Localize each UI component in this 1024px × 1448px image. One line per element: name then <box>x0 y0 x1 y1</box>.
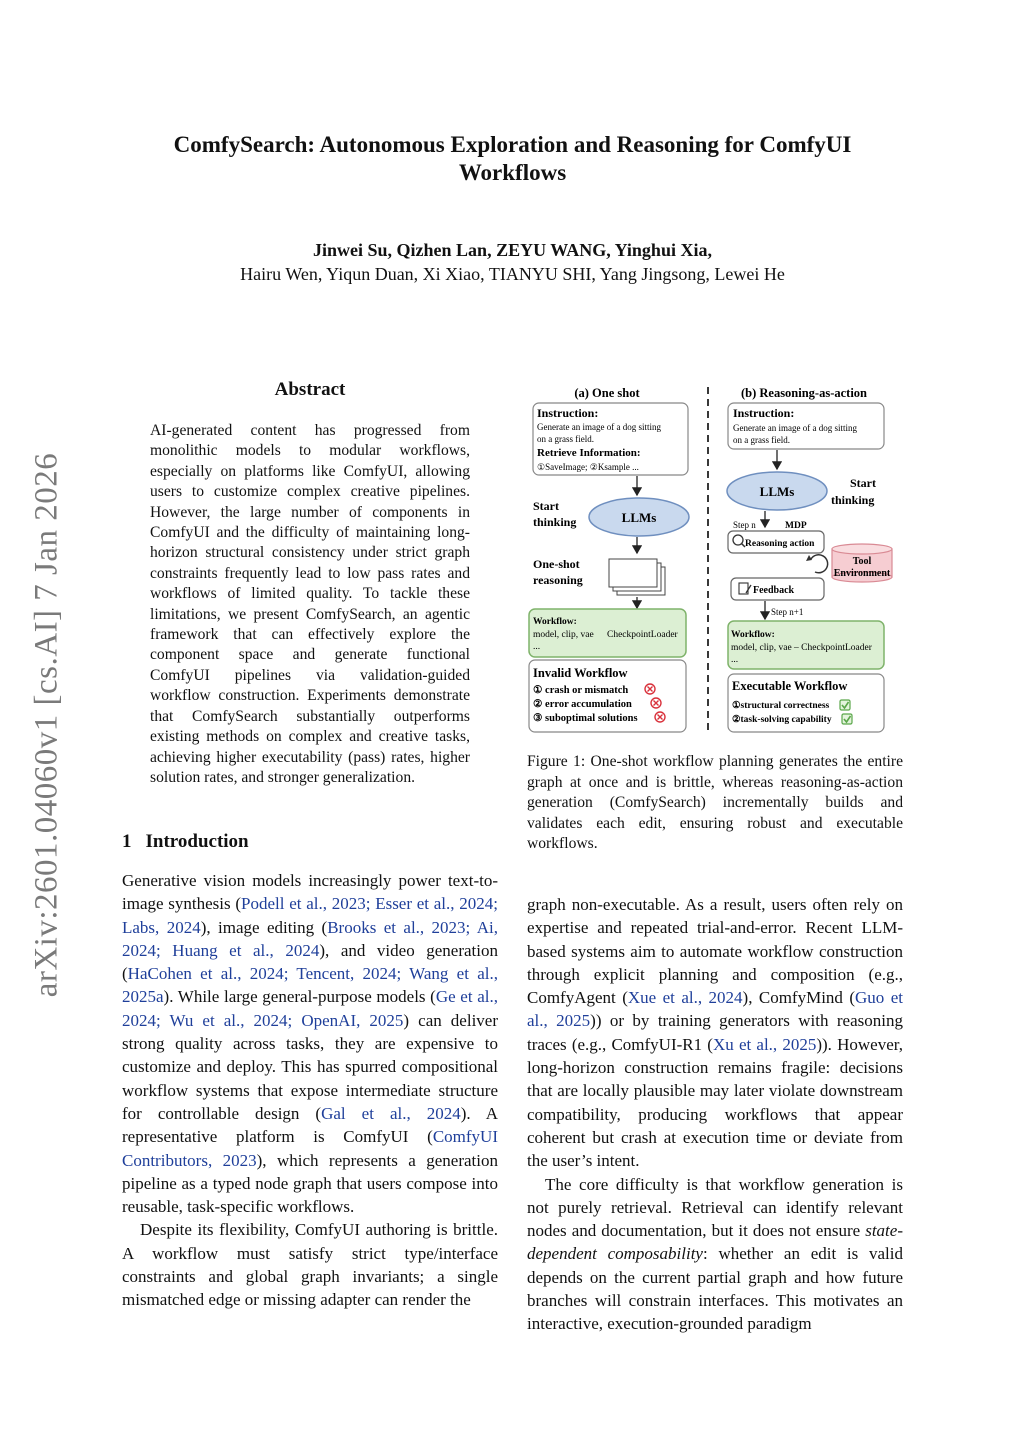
feedback-label: Feedback <box>753 585 795 596</box>
citation-link[interactable]: Gal et al., 2024 <box>321 1103 461 1123</box>
tool-label-2: Environment <box>833 568 891 579</box>
section-number: 1 <box>122 831 132 852</box>
emphasis-term: state-dependent composability <box>527 1221 903 1264</box>
abstract-heading: Abstract <box>274 379 346 400</box>
abstract-body: AI-generated content has progressed from monolithic models to modular workflows, especially on platforms like ComfyUI, allowing users to customize complex creative pipelines. However, the large number of components in ComfyUI and the difficulty of maintaining long-horizon structural consistency under strict graph constraints frequently lead to low pass rates and workflows of limited quality. To tackle these limitations, we present ComfySearch, an agentic framework that can effectively explore the component space and generate functional ComfyUI pipelines via validation-guided workflow construction. Experiments demonstrate that ComfySearch substantially outperforms existing methods on complex and creative tasks, achieving higher executability (pass) rates, higher solution rates, and stronger generalization. <box>150 422 470 786</box>
figure-1-diagram <box>527 383 903 738</box>
oneshot-label-2: reasoning <box>533 573 583 587</box>
executable-title: Executable Workflow <box>732 679 848 693</box>
citation-link[interactable]: Podell et al., 2023; Esser et al., 2024; Labs, 2024 <box>122 894 498 937</box>
mdp-label: MDP <box>785 521 807 531</box>
start-thinking-a-2: thinking <box>533 515 577 529</box>
start-thinking-a-1: Start <box>533 499 559 513</box>
start-thinking-b-2: thinking <box>831 493 875 507</box>
oneshot-label-1: One-shot <box>533 557 580 571</box>
instruction-text-b-2: on a grass field. <box>733 435 790 445</box>
authors-line-2: Hairu Wen, Yiqun Duan, Xi Xiao, TIANYU SHI, Yang Jingsong, Lewei He <box>240 264 785 284</box>
citation-link[interactable]: ComfyUI Contributors, 2023 <box>122 1127 498 1170</box>
panel-b-title: (b) Reasoning-as-action <box>740 386 868 400</box>
instruction-text-a-2: on a grass field. <box>537 434 594 444</box>
authors-line-1: Jinwei Su, Qizhen Lan, ZEYU WANG, Yinghui Xia, <box>313 240 712 260</box>
citation-link[interactable]: Xu et al., 2025 <box>712 1034 817 1054</box>
intro-paragraph-3: The core difficulty is that workflow generation is not purely retrieval. Retrieval can identify relevant nodes and documentation, but it does not ensure state-dependent composability: whether an edit is valid depends on the current partial graph and how future branches will constrain interfaces. This motivates an interactive, execution-grounded paradigm <box>527 1174 903 1334</box>
workflow-node-a: CheckpointLoader <box>607 630 678 640</box>
instruction-text-a-1: Generate an image of a dog sitting <box>537 422 661 432</box>
citation-link[interactable]: HaCohen et al., 2024; Tencent, 2024; Wang et al., 2025a <box>122 964 498 1007</box>
executable-item: ①structural correctness <box>732 701 830 711</box>
invalid-title: Invalid Workflow <box>533 666 628 680</box>
step-n1-label: Step n+1 <box>771 607 804 617</box>
workflow-more-a: ... <box>533 642 541 652</box>
workflow-line-b: model, clip, vae – CheckpointLoader <box>731 643 872 653</box>
executable-item: ②task-solving capability <box>732 715 832 725</box>
start-thinking-b-1: Start <box>850 476 876 490</box>
arxiv-id-text: arXiv:2601.04060v1 [cs.AI] 7 Jan 2026 <box>28 452 65 998</box>
llm-label-a: LLMs <box>621 510 657 525</box>
x-mark-icon <box>651 698 661 708</box>
invalid-item: ① crash or mismatch <box>533 685 629 696</box>
workflow-more-b: ... <box>731 655 739 665</box>
figure-1-caption: Figure 1: One-shot workflow planning generates the entire graph at once and is brittle, whereas reasoning-as-action generation (ComfySearch) incrementally builds and validates each edit, ensuring robust and executable workflows. <box>527 753 903 852</box>
reasoning-action-label: Reasoning action <box>745 539 815 549</box>
panel-a-title: (a) One shot <box>574 386 640 400</box>
step-n-label: Step n <box>733 520 756 530</box>
section-heading-introduction <box>122 831 249 853</box>
x-mark-icon <box>645 684 655 694</box>
citation-link[interactable]: Ge et al., 2024; Wu et al., 2024; OpenAI, 2025 <box>122 987 498 1030</box>
author-list <box>120 238 905 286</box>
llm-label-b: LLMs <box>759 484 795 499</box>
instruction-label-b: Instruction: <box>733 406 795 420</box>
intro-paragraph-2: Despite its flexibility, ComfyUI authoring is brittle. A workflow must satisfy strict type/interface constraints and global graph invariants; a single mismatched edge or missing adapter can render the <box>122 1220 498 1310</box>
workflow-label-b: Workflow: <box>731 630 775 640</box>
paper-title: ComfySearch: Autonomous Exploration and Reasoning for ComfyUI Workflows <box>173 132 852 185</box>
intro-paragraph-1: Generative vision models increasingly power text-to-image synthesis (Podell et al., 2023; Esser et al., 2024; Labs, 2024), image editing (Brooks et al., 2023; Ai, 2024; Huang et al., 2024), and video generation (HaCohen et al., 2024; Tencent, 2024; Wang et al., 2025a). While large general-purpose models (Ge et al., 2024; Wu et al., 2024; OpenAI, 2025) can deliver strong quality across tasks, they are expensive to customize and deploy. This has spurred compositional workflow systems that expose intermediate structure for controllable design (Gal et al., 2024). A representative platform is ComfyUI (ComfyUI Contributors, 2023), which represents a generation pipeline as a typed node graph that users compose into reusable, task-specific workflows. <box>122 871 498 1217</box>
check-mark-icon <box>840 700 850 710</box>
invalid-item: ③ suboptimal solutions <box>533 713 638 724</box>
tool-label-1: Tool <box>852 556 872 567</box>
refresh-icon <box>806 555 828 573</box>
figure-1-svg <box>527 383 903 738</box>
instruction-label-a: Instruction: <box>537 406 599 420</box>
citation-link[interactable]: Guo et al., 2025 <box>527 988 904 1031</box>
invalid-item: ② error accumulation <box>533 699 632 710</box>
section-title: Introduction <box>145 831 249 852</box>
retrieve-label: Retrieve Information: <box>537 447 641 459</box>
stack-page <box>609 559 657 587</box>
workflow-line-a: model, clip, vae <box>533 630 594 640</box>
citation-link[interactable]: Xue et al., 2024 <box>627 988 743 1008</box>
intro-right-column <box>527 893 903 1336</box>
instruction-text-b-1: Generate an image of a dog sitting <box>733 423 857 433</box>
arxiv-identifier <box>22 440 72 1010</box>
x-mark-icon <box>655 712 665 722</box>
check-mark-icon <box>842 714 852 724</box>
workflow-label-a: Workflow: <box>533 617 577 627</box>
citation-link[interactable]: Brooks et al., 2023; Ai, 2024; Huang et al., 2024 <box>122 917 498 960</box>
intro-left-column <box>122 869 498 1312</box>
retrieve-text: ①SaveImage; ②Ksample ... <box>537 462 639 472</box>
intro-paragraph-2-continued: graph non-executable. As a result, users often rely on expertise and repeated trial-and-error. Recent LLM-based systems aim to automate workflow construction through explicit planning and composition (e.g., ComfyAgent (Xue et al., 2024), ComfyMind (Guo et al., 2025)) or by training generators with reasoning traces (e.g., ComfyUI-R1 (Xu et al., 2025)). However, long-horizon construction remains fragile: decisions that are locally plausible may later violate downstream compatibility, producing workflows that appear coherent but crash at execution time or deviate from the user’s intent. <box>527 895 904 1171</box>
